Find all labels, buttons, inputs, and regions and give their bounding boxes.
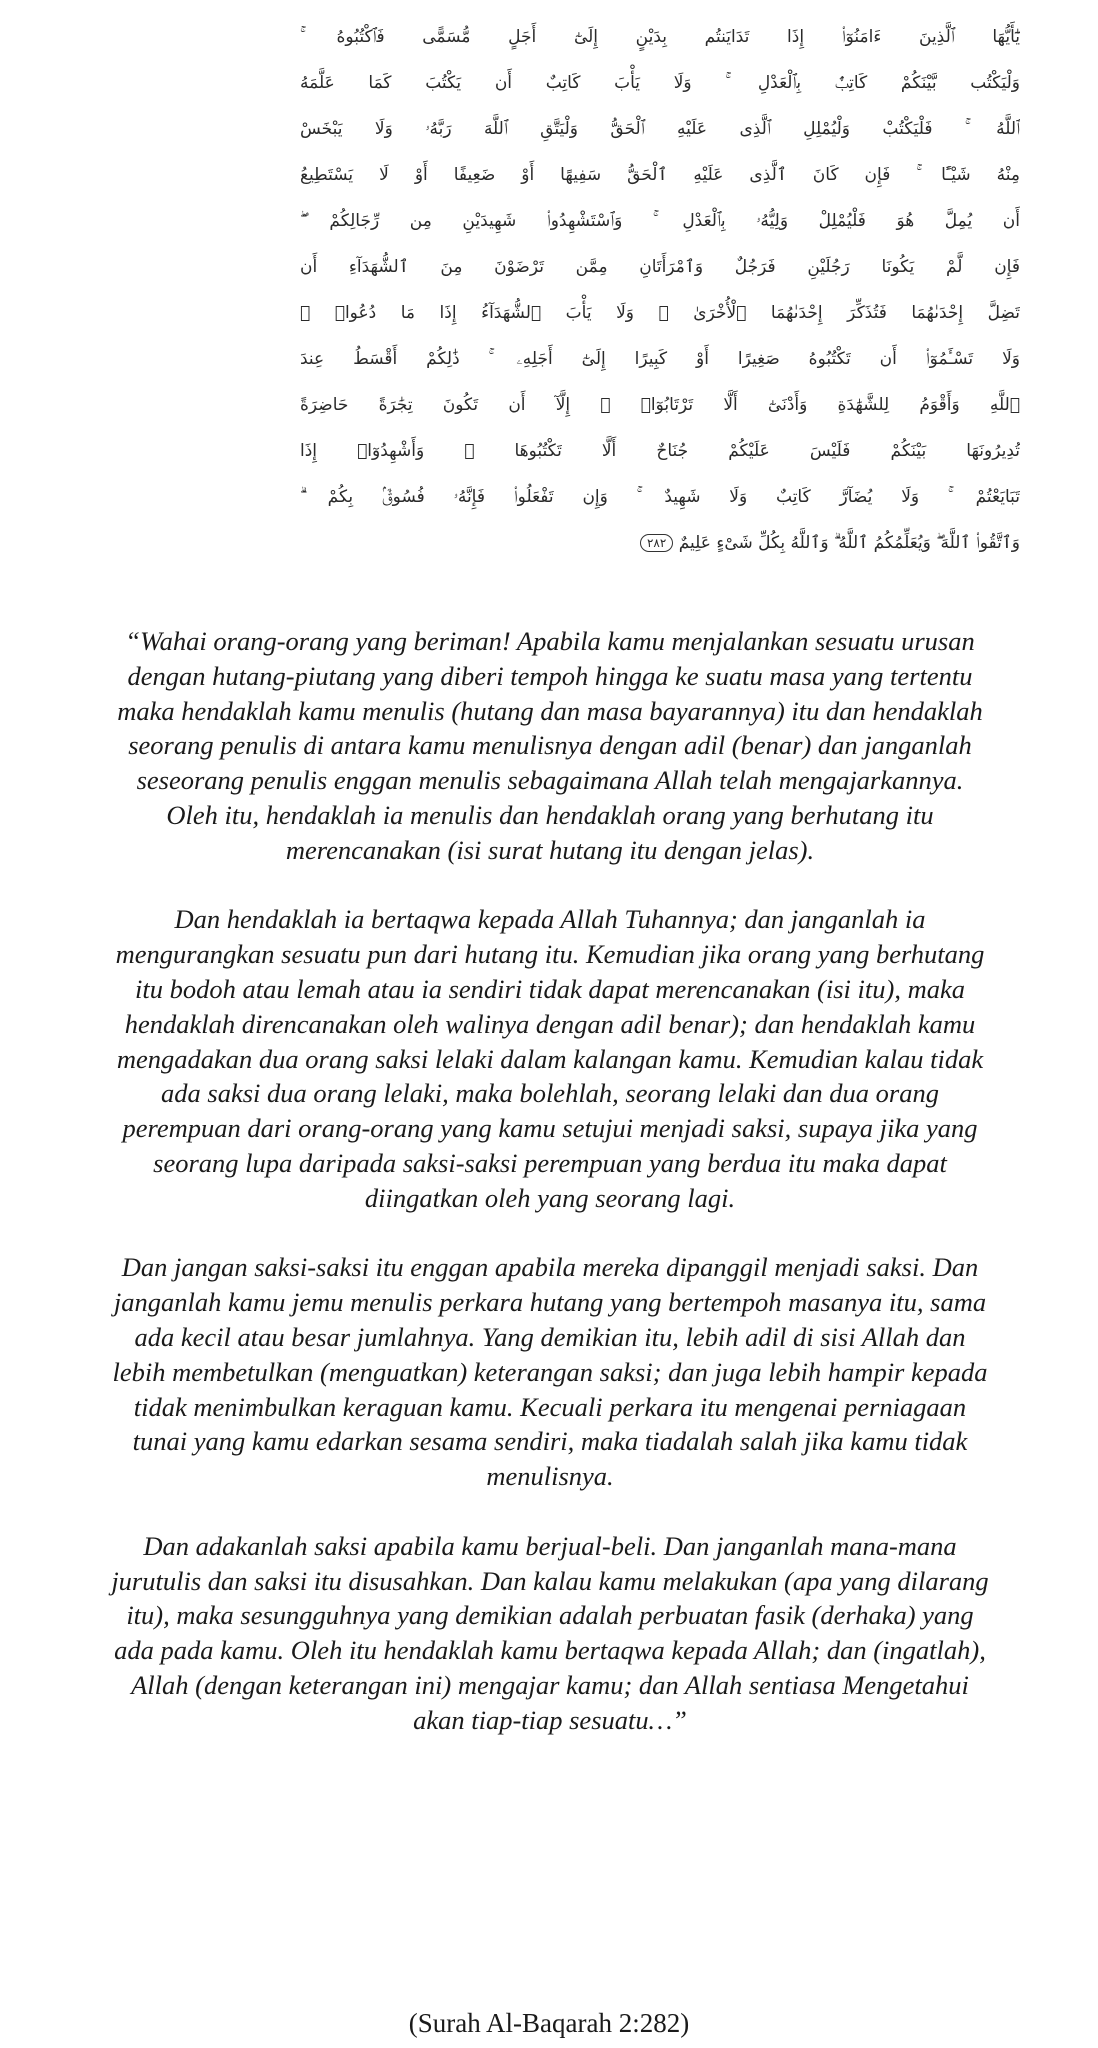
arabic-verse-line: وَٱتَّقُوا۟ ٱللَّهَ ۖ وَيُعَلِّمُكُمُ ٱللَّهُ ۗ وَٱللَّهُ بِكُلِّ شَىْءٍ عَلِيمٌ [678,533,1020,553]
arabic-verse-line: مِنْهُ شَيْـًٔا ۚ فَإِن كَانَ ٱلَّذِى عَلَيْهِ ٱلْحَقُّ سَفِيهًا أَوْ ضَعِيفًا أَوْ لَا يَسْتَطِيعُ [300,165,1020,185]
arabic-verse-line: فَإِن لَّمْ يَكُونَا رَجُلَيْنِ فَرَجُلٌ وَٱمْرَأَتَانِ مِمَّن تَرْضَوْنَ مِنَ ٱلشُّهَدَآءِ أَن [300,257,1020,277]
arabic-verse-line: أَن يُمِلَّ هُوَ فَلْيُمْلِلْ وَلِيُّهُۥ بِٱلْعَدْلِ ۚ وَٱسْتَشْهِدُوا۟ شَهِيدَيْنِ مِن رِّجَالِكُمْ ۖ [300,211,1020,231]
verse-citation: (Surah Al-Baqarah 2:282) [408,2008,690,2038]
arabic-verse-line: تَبَايَعْتُمْ ۚ وَلَا يُضَآرَّ كَاتِبٌ وَلَا شَهِيدٌ ۚ وَإِن تَفْعَلُوا۟ فَإِنَّهُۥ فُسُوقٌۢ بِكُمْ ۗ [300,487,1020,507]
arabic-verse-line: تُدِيرُونَهَا بَيْنَكُمْ فَلَيْسَ عَلَيْكُمْ جُنَاحٌ أَلَّا تَكْتُبُوهَا ۗ وَأَشْهِدُوٓا۟ إِذَا [300,441,1020,461]
translation-paragraph: “Wahai orang-orang yang beriman! Apabila kamu menjalankan sesuatu urusan dengan hutang-piutang yang diberi tempoh hingga ke suatu masa yang tertentu maka hendaklah kamu menulis (hutang dan masa bayarannya) itu dan hendaklah seorang penulis di antara kamu menulisnya dengan adil (benar) dan janganlah seseorang penulis enggan menulis sebagaimana Allah telah mengajarkannya. Oleh itu, hendaklah ia menulis dan hendaklah orang yang berhutang itu merencanakan (isi surat hutang itu dengan jelas). [117,626,983,865]
translation-paragraph: Dan hendaklah ia bertaqwa kepada Allah Tuhannya; dan janganlah ia mengurangkan sesuatu pun dari hutang itu. Kemudian jika orang yang berhutang itu bodoh atau lemah atau ia sendiri tidak dapat merencanakan (isi itu), maka hendaklah direncanakan oleh walinya dengan adil benar); dan hendaklah kamu mengadakan dua orang saksi lelaki dalam kalangan kamu. Kemudian kalau tidak ada saksi dua orang lelaki, maka bolehlah, seorang lelaki dan dua orang perempuan dari orang-orang yang kamu setujui menjadi saksi, supaya jika yang seorang lupa daripada saksi-saksi perempuan yang berdua itu maka dapat diingatkan oleh yang seorang lagi. [115,904,985,1213]
arabic-verse-line: وَلَا تَسْـَٔمُوٓا۟ أَن تَكْتُبُوهُ صَغِيرًا أَوْ كَبِيرًا إِلَىٰٓ أَجَلِهِۦ ۚ ذَٰلِكُمْ أَقْسَطُ عِندَ [300,349,1020,369]
translation-paragraph: Dan adakanlah saksi apabila kamu berjual-beli. Dan janganlah mana-mana jurutulis dan saksi itu disusahkan. Dan kalau kamu melakukan (apa yang dilarang itu), maka sesungguhnya yang demikian adalah perbuatan fasik (derhaka) yang ada pada kamu. Oleh itu hendaklah kamu bertaqwa kepada Allah; dan (ingatlah), Allah (dengan keterangan ini) mengajar kamu; dan Allah sentiasa Mengetahui akan tiap-tiap sesuatu…” [111,1530,989,1735]
translation-text [110,624,990,1738]
arabic-verse-line: تَضِلَّ إِحْدَىٰهُمَا فَتُذَكِّرَ إِحْدَىٰهُمَا ٱلْأُخْرَىٰ ۚ وَلَا يَأْبَ ٱلشُّهَدَآءُ إِذَا مَا دُعُوا۟ ۚ [300,303,1020,323]
arabic-verse-last-line [300,520,1020,566]
arabic-verse-line: ٱللَّهُ ۚ فَلْيَكْتُبْ وَلْيُمْلِلِ ٱلَّذِى عَلَيْهِ ٱلْحَقُّ وَلْيَتَّقِ ٱللَّهَ رَبَّهُۥ وَلَا يَبْخَسْ [300,119,1020,139]
arabic-verse-line: يَٰٓأَيُّهَا ٱلَّذِينَ ءَامَنُوٓا۟ إِذَا تَدَايَنتُم بِدَيْنٍ إِلَىٰٓ أَجَلٍ مُّسَمًّى فَٱكْتُبُوهُ ۚ [300,27,1020,47]
arabic-verse-block [300,14,1020,566]
translation-paragraph: Dan jangan saksi-saksi itu enggan apabila mereka dipanggil menjadi saksi. Dan janganlah kamu jemu menulis perkara hutang yang bertempoh masanya itu, sama ada kecil atau besar jumlahnya. Yang demikian itu, lebih adil di sisi Allah dan lebih membetulkan (menguatkan) keterangan saksi; dan juga lebih hampir kepada tidak menimbulkan keraguan kamu. Kecuali perkara itu mengenai perniagaan tunai yang kamu edarkan sesama sendiri, maka tiadalah salah jika kamu tidak menulisnya. [112,1252,988,1492]
ayah-number-marker: ٢٨٢ [640,534,673,552]
arabic-verse-line: ٱللَّهِ وَأَقْوَمُ لِلشَّهَٰدَةِ وَأَدْنَىٰٓ أَلَّا تَرْتَابُوٓا۟ ۖ إِلَّآ أَن تَكُونَ تِجَٰرَةً حَاضِرَةً [300,395,1020,415]
arabic-verse-line: وَلْيَكْتُب بَّيْنَكُمْ كَاتِبٌۢ بِٱلْعَدْلِ ۚ وَلَا يَأْبَ كَاتِبٌ أَن يَكْتُبَ كَمَا عَلَّمَهُ [300,73,1020,93]
